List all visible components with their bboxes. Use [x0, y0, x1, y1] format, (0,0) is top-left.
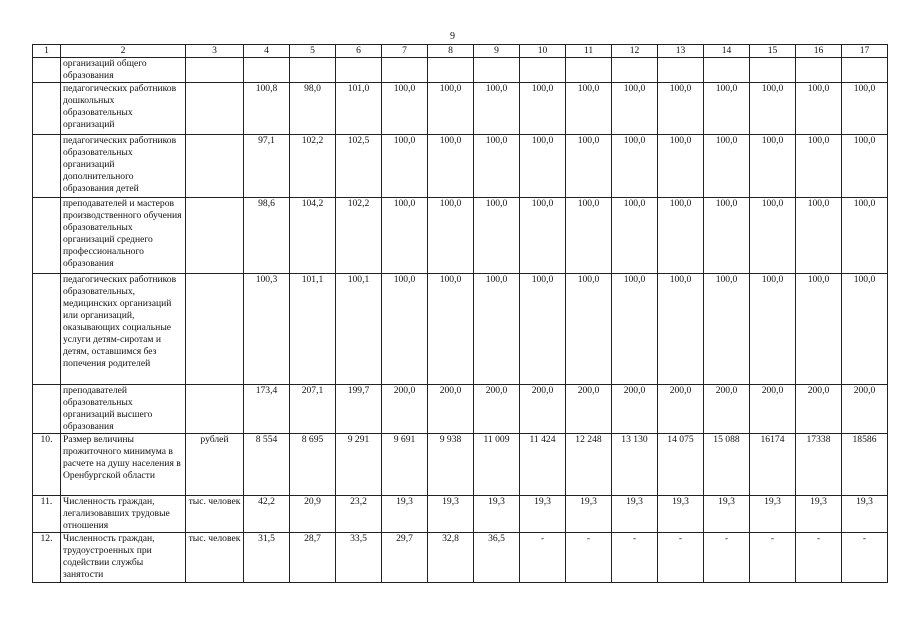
row-number	[33, 198, 61, 274]
column-number: 13	[658, 45, 704, 58]
value-cell: 9 291	[336, 434, 382, 496]
value-cell: 200,0	[704, 385, 750, 434]
value-cell: 100,0	[520, 274, 566, 385]
value-cell: 200,0	[382, 385, 428, 434]
value-cell: 98,6	[244, 198, 290, 274]
value-cell: 100,0	[750, 274, 796, 385]
value-cell: 100,0	[382, 83, 428, 135]
column-number: 5	[290, 45, 336, 58]
column-number-row	[33, 45, 888, 58]
table-row	[33, 83, 888, 135]
indicator-name: Размер величины прожиточного минимума в расчете на душу населения в Оренбургской области	[61, 434, 186, 496]
value-cell: 102,2	[336, 198, 382, 274]
column-number: 7	[382, 45, 428, 58]
value-cell: 200,0	[612, 385, 658, 434]
indicator-name: преподавателей образовательных организаций высшего образования	[61, 385, 186, 434]
value-cell: 100,0	[566, 198, 612, 274]
value-cell: 100,0	[750, 135, 796, 198]
value-cell: 199,7	[336, 385, 382, 434]
value-cell: 207,1	[290, 385, 336, 434]
value-cell: -	[658, 533, 704, 583]
value-cell	[750, 58, 796, 83]
value-cell: 200,0	[658, 385, 704, 434]
indicator-name: педагогических работников образовательных организаций дополнительного образования детей	[61, 135, 186, 198]
indicator-name: Численность граждан, легализовавших трудовые отношения	[61, 496, 186, 533]
column-number: 1	[33, 45, 61, 58]
column-number: 14	[704, 45, 750, 58]
table-row	[33, 274, 888, 385]
value-cell: 12 248	[566, 434, 612, 496]
value-cell: 19,3	[842, 496, 888, 533]
value-cell: 100,0	[566, 274, 612, 385]
value-cell: 100,0	[520, 198, 566, 274]
value-cell: 200,0	[796, 385, 842, 434]
value-cell: 200,0	[474, 385, 520, 434]
value-cell: 100,0	[796, 135, 842, 198]
value-cell: 19,3	[382, 496, 428, 533]
column-number: 17	[842, 45, 888, 58]
table-body	[33, 45, 888, 583]
value-cell: 9 938	[428, 434, 474, 496]
row-number	[33, 83, 61, 135]
indicator-name: педагогических работников дошкольных образовательных организаций	[61, 83, 186, 135]
value-cell: 100,8	[244, 83, 290, 135]
value-cell: 100,0	[520, 83, 566, 135]
column-number: 2	[61, 45, 186, 58]
value-cell: 100,3	[244, 274, 290, 385]
value-cell: 100,0	[704, 135, 750, 198]
unit	[186, 198, 244, 274]
value-cell: 28,7	[290, 533, 336, 583]
value-cell: 16174	[750, 434, 796, 496]
value-cell: 104,2	[290, 198, 336, 274]
value-cell: 100,0	[842, 198, 888, 274]
value-cell: 100,0	[474, 198, 520, 274]
value-cell: -	[612, 533, 658, 583]
value-cell: 100,0	[658, 135, 704, 198]
value-cell: 19,3	[704, 496, 750, 533]
value-cell: 100,0	[796, 83, 842, 135]
indicator-name: организаций общего образования	[61, 58, 186, 83]
row-number: 10.	[33, 434, 61, 496]
table-row	[33, 434, 888, 496]
value-cell: 100,0	[382, 274, 428, 385]
unit	[186, 274, 244, 385]
value-cell: 100,0	[428, 83, 474, 135]
value-cell: 13 130	[612, 434, 658, 496]
value-cell: -	[750, 533, 796, 583]
value-cell: 100,0	[382, 135, 428, 198]
value-cell	[612, 58, 658, 83]
value-cell	[796, 58, 842, 83]
value-cell: 100,0	[842, 135, 888, 198]
value-cell: 200,0	[750, 385, 796, 434]
value-cell: 100,0	[428, 274, 474, 385]
column-number: 8	[428, 45, 474, 58]
value-cell: 18586	[842, 434, 888, 496]
column-number: 4	[244, 45, 290, 58]
value-cell: 11 424	[520, 434, 566, 496]
value-cell: 100,0	[428, 198, 474, 274]
value-cell: 100,0	[842, 274, 888, 385]
value-cell: 100,0	[842, 83, 888, 135]
value-cell: -	[520, 533, 566, 583]
value-cell: -	[796, 533, 842, 583]
value-cell: 100,0	[796, 198, 842, 274]
value-cell	[244, 58, 290, 83]
column-number: 11	[566, 45, 612, 58]
value-cell	[704, 58, 750, 83]
value-cell: 102,5	[336, 135, 382, 198]
value-cell: 100,0	[704, 198, 750, 274]
value-cell: 100,0	[520, 135, 566, 198]
value-cell: 9 691	[382, 434, 428, 496]
value-cell: 100,0	[612, 198, 658, 274]
value-cell: 100,0	[658, 274, 704, 385]
indicator-name: Численность граждан, трудоустроенных при содействии службы занятости	[61, 533, 186, 583]
unit: рублей	[186, 434, 244, 496]
value-cell: 11 009	[474, 434, 520, 496]
value-cell	[658, 58, 704, 83]
value-cell: 100,0	[658, 198, 704, 274]
value-cell: 100,0	[612, 83, 658, 135]
unit	[186, 83, 244, 135]
value-cell: 14 075	[658, 434, 704, 496]
value-cell	[842, 58, 888, 83]
value-cell: 173,4	[244, 385, 290, 434]
column-number: 15	[750, 45, 796, 58]
value-cell: 19,3	[474, 496, 520, 533]
column-number: 12	[612, 45, 658, 58]
value-cell: 100,0	[474, 274, 520, 385]
value-cell	[290, 58, 336, 83]
indicator-name: преподавателей и мастеров производственного обучения образовательных организаций среднего профессионального образования	[61, 198, 186, 274]
row-number	[33, 385, 61, 434]
value-cell: 100,0	[750, 83, 796, 135]
value-cell: 200,0	[842, 385, 888, 434]
value-cell: 19,3	[658, 496, 704, 533]
value-cell: 100,0	[704, 274, 750, 385]
column-number: 9	[474, 45, 520, 58]
unit	[186, 58, 244, 83]
value-cell	[382, 58, 428, 83]
indicator-name: педагогических работников образовательных, медицинских организаций или организаций, оказывающих социальные услуги детям-сиротам и детям, оставшимся без попечения родителей	[61, 274, 186, 385]
value-cell: 101,0	[336, 83, 382, 135]
table-row	[33, 135, 888, 198]
value-cell: 8 695	[290, 434, 336, 496]
row-number: 12.	[33, 533, 61, 583]
value-cell: -	[566, 533, 612, 583]
table-row	[33, 198, 888, 274]
value-cell	[520, 58, 566, 83]
value-cell: 15 088	[704, 434, 750, 496]
column-number: 6	[336, 45, 382, 58]
value-cell: 100,1	[336, 274, 382, 385]
unit: тыс. человек	[186, 496, 244, 533]
indicator-table	[32, 44, 888, 583]
value-cell: 20,9	[290, 496, 336, 533]
value-cell: 100,0	[796, 274, 842, 385]
value-cell: 19,3	[428, 496, 474, 533]
value-cell: 19,3	[566, 496, 612, 533]
unit: тыс. человек	[186, 533, 244, 583]
value-cell: 19,3	[612, 496, 658, 533]
row-number	[33, 58, 61, 83]
row-number	[33, 135, 61, 198]
value-cell: 100,0	[612, 135, 658, 198]
value-cell: 100,0	[474, 135, 520, 198]
column-number: 3	[186, 45, 244, 58]
table-row	[33, 58, 888, 83]
value-cell: 19,3	[796, 496, 842, 533]
value-cell: 100,0	[566, 83, 612, 135]
value-cell: 8 554	[244, 434, 290, 496]
page-number: 9	[450, 31, 455, 42]
column-number: 10	[520, 45, 566, 58]
value-cell	[474, 58, 520, 83]
value-cell: 200,0	[520, 385, 566, 434]
value-cell: 102,2	[290, 135, 336, 198]
value-cell: 100,0	[474, 83, 520, 135]
value-cell: 31,5	[244, 533, 290, 583]
value-cell: 36,5	[474, 533, 520, 583]
value-cell: 23,2	[336, 496, 382, 533]
value-cell: 101,1	[290, 274, 336, 385]
value-cell: 17338	[796, 434, 842, 496]
value-cell: 200,0	[428, 385, 474, 434]
table-row	[33, 496, 888, 533]
value-cell: 97,1	[244, 135, 290, 198]
value-cell: -	[842, 533, 888, 583]
value-cell: 200,0	[566, 385, 612, 434]
value-cell	[566, 58, 612, 83]
unit	[186, 135, 244, 198]
value-cell: 32,8	[428, 533, 474, 583]
value-cell: -	[704, 533, 750, 583]
table-row	[33, 533, 888, 583]
column-number: 16	[796, 45, 842, 58]
value-cell: 100,0	[612, 274, 658, 385]
value-cell: 29,7	[382, 533, 428, 583]
value-cell: 33,5	[336, 533, 382, 583]
value-cell: 100,0	[750, 198, 796, 274]
value-cell: 100,0	[428, 135, 474, 198]
row-number	[33, 274, 61, 385]
row-number: 11.	[33, 496, 61, 533]
value-cell: 100,0	[704, 83, 750, 135]
value-cell: 100,0	[658, 83, 704, 135]
value-cell: 42,2	[244, 496, 290, 533]
value-cell	[336, 58, 382, 83]
value-cell: 100,0	[382, 198, 428, 274]
table-row	[33, 385, 888, 434]
value-cell	[428, 58, 474, 83]
value-cell: 19,3	[750, 496, 796, 533]
value-cell: 19,3	[520, 496, 566, 533]
unit	[186, 385, 244, 434]
value-cell: 98,0	[290, 83, 336, 135]
value-cell: 100,0	[566, 135, 612, 198]
